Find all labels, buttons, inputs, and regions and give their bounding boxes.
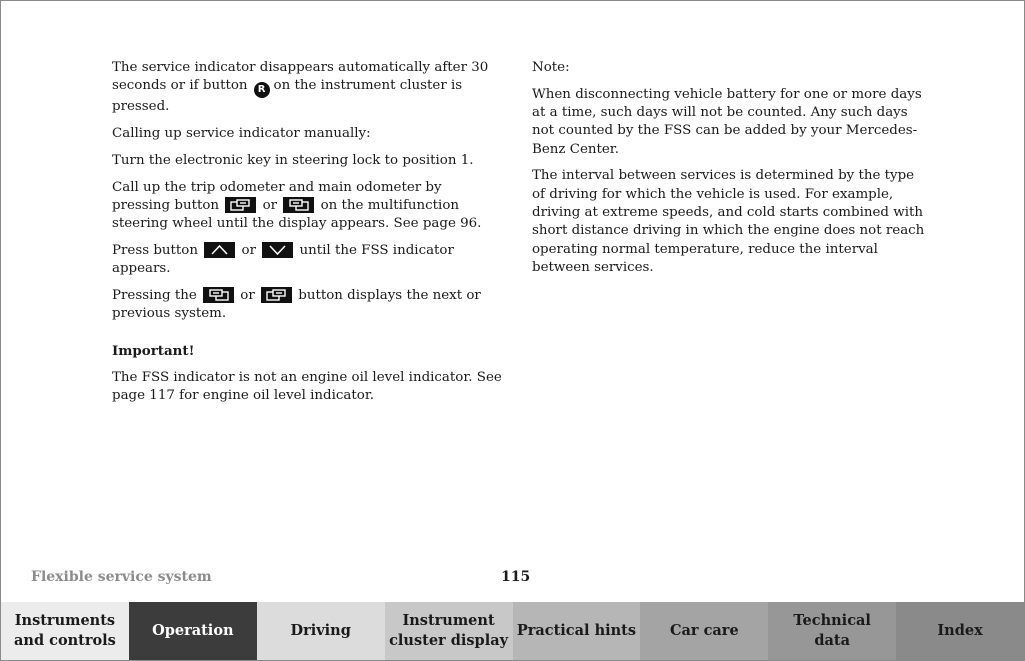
tab-practical-hints[interactable]: Practical hints [513,602,641,660]
right-column [532,59,927,286]
left-column [112,59,502,414]
display-back-icon [283,197,314,213]
note-battery: When disconnecting vehicle battery for one or more days at a time, such days will not be counted. Any such days not counted by the FSS can be added by your Mercedes-Benz Center. [532,86,922,157]
note-heading: Note: [532,60,570,75]
chapter-tabs [1,602,1024,660]
text: Call up the trip odometer and main odometer by pressing button [112,179,442,213]
tab-technical-data[interactable]: Technical data [768,602,896,660]
display-forward-icon [225,197,256,213]
paragraph-press-button [112,242,502,279]
text: or [262,197,278,213]
arrow-down-icon [262,242,293,258]
text: until the FSS indicator appears. [112,243,454,277]
text: or [241,243,256,259]
text: or [240,288,255,304]
text: on the instrument cluster is pressed. [112,78,463,115]
text: button displays the next or previous system. [112,288,481,322]
tab-instruments-and-controls[interactable]: Instruments and controls [1,602,129,660]
r-button-icon: R [254,82,270,98]
text: Pressing the [112,288,197,304]
arrow-up-icon [204,242,235,258]
tab-instrument-cluster-display[interactable]: Instrument cluster display [385,602,513,660]
paragraph-turn-key: Turn the electronic key in steering lock to position 1. [112,152,474,168]
paragraph-trip-odometer [112,179,502,234]
text: on the multifunction steering wheel until the display appears. See page 96. [112,197,482,232]
paragraph-manual-callup: Calling up service indicator manually: [112,126,371,142]
tab-driving[interactable]: Driving [257,602,385,660]
text: The service indicator disappears automatically after 30 seconds or if button [112,60,489,94]
display-forward-icon [261,287,292,303]
note-interval: The interval between services is determined by the type of driving for which the vehicle is used. For example, driving at extreme speeds, and cold starts combined with short distance driving in which the engine does not reach operating normal temperature, reduce the interval between services. [532,168,925,275]
tab-operation[interactable]: Operation [129,602,257,660]
tab-car-care[interactable]: Car care [640,602,768,660]
display-back-icon [203,287,234,303]
tab-index[interactable]: Index [896,602,1024,660]
page-number: 115 [501,569,531,585]
text: Press button [112,243,198,259]
section-title: Flexible service system [31,569,212,585]
paragraph-fss-warning: The FSS indicator is not an engine oil level indicator. See page 117 for engine oil level indicator. [112,369,502,403]
paragraph-auto-disappear [112,59,502,117]
important-heading: Important! [112,342,195,359]
paragraph-next-previous [112,287,502,324]
